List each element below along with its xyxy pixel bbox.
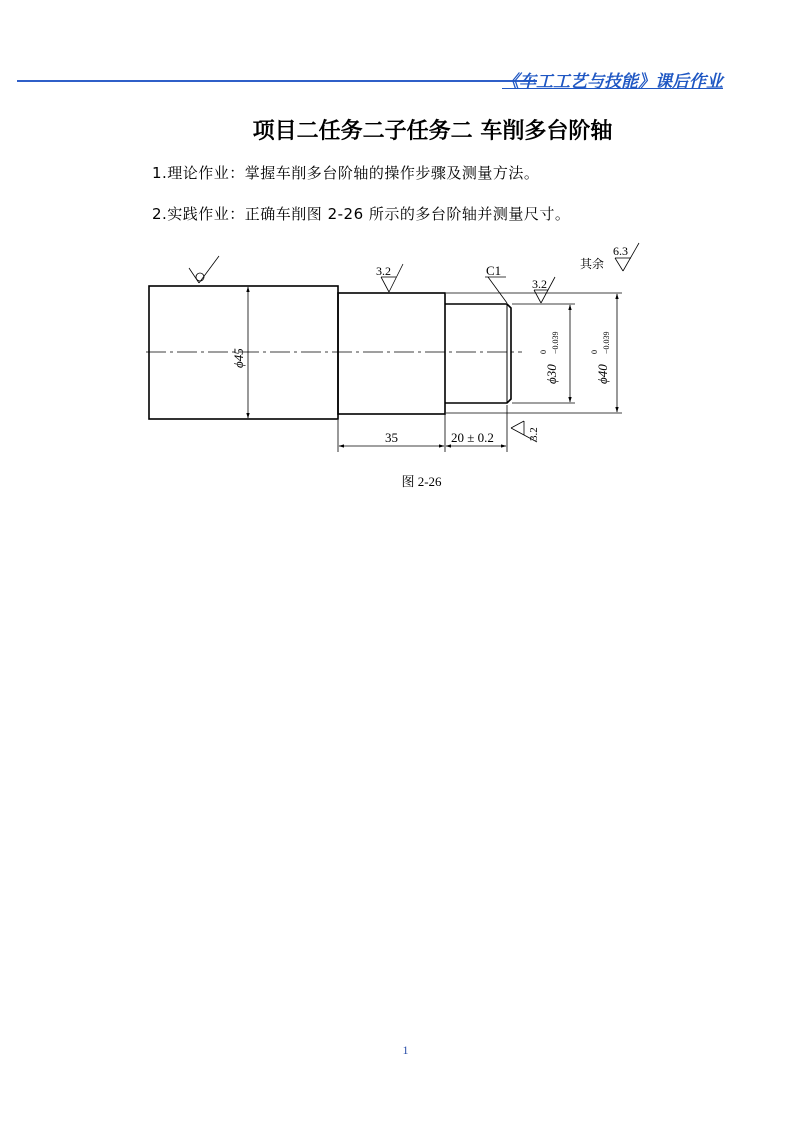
dia-40-lower-tol: −0.039 bbox=[602, 331, 611, 354]
dia-45-label: ϕ45 bbox=[231, 348, 246, 368]
dia-30-upper-tol: 0 bbox=[539, 350, 548, 354]
roughness-c-value: 3.2 bbox=[528, 427, 540, 441]
shaft-section-d40 bbox=[338, 293, 445, 414]
chamfer-label: C1 bbox=[486, 263, 502, 278]
dia-40-upper-tol: 0 bbox=[590, 350, 599, 354]
practice-assignment: 2.实践作业：正确车削图 2-26 所示的多台阶轴并测量尺寸。 bbox=[152, 205, 571, 223]
dia-40-label: ϕ40 bbox=[595, 364, 610, 384]
shaft-section-d30 bbox=[445, 304, 511, 403]
roughness-b-value: 3.2 bbox=[532, 277, 547, 291]
document-title: 项目二任务二子任务二 车削多台阶轴 bbox=[252, 119, 613, 144]
rest-roughness-label: 其余 bbox=[580, 257, 605, 271]
figure-caption: 图 2-26 bbox=[401, 474, 442, 489]
page-number: 1 bbox=[402, 1043, 409, 1057]
roughness-a-value: 3.2 bbox=[376, 264, 391, 278]
dia-30-label: ϕ30 bbox=[544, 364, 559, 384]
roughness-circle-symbol bbox=[189, 256, 219, 283]
theory-assignment: 1.理论作业：掌握车削多台阶轴的操作步骤及测量方法。 bbox=[152, 164, 540, 182]
length-35-label: 35 bbox=[385, 430, 398, 445]
header-title: 《车工工艺与技能》课后作业 bbox=[502, 72, 723, 92]
rest-roughness-value: 6.3 bbox=[613, 244, 628, 258]
dia-30-lower-tol: −0.039 bbox=[551, 331, 560, 354]
length-20-label: 20 ± 0.2 bbox=[451, 430, 494, 445]
